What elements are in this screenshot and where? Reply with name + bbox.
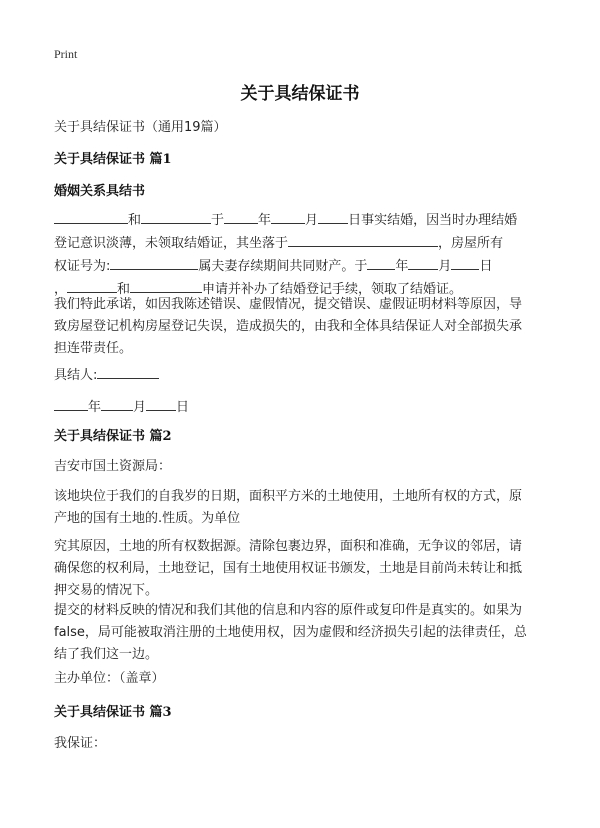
s2p3-line1: 提交的材料反映的情况和我们其他的信息和内容的原件或复印件是真实的。如果为 bbox=[54, 603, 523, 618]
s1p2-line1: 我们特此承诺，如因我陈述错误、虚假情况，提交错误、虚假证明材料等原因，导 bbox=[54, 297, 523, 312]
s1p2-line3: 担连带责任。 bbox=[54, 341, 133, 356]
text-segment: 申请并补办了结婚登记手续，领取了结婚证。 bbox=[202, 282, 463, 297]
section2-paragraph2 bbox=[54, 536, 546, 602]
s1p1-line1 bbox=[54, 209, 546, 232]
signer-blank bbox=[97, 364, 159, 379]
blank-line bbox=[54, 209, 128, 224]
section1-paragraph2 bbox=[54, 294, 546, 360]
section2-addressee: 吉安市国土资源局： bbox=[54, 459, 172, 474]
s2p3-line2: false，局可能被取消注册的土地使用权，因为虚假和经济损失引起的法律责任，总 bbox=[54, 625, 527, 640]
text-segment: 日 bbox=[479, 259, 493, 274]
month-label: 月 bbox=[133, 400, 147, 415]
text-segment: ， bbox=[54, 282, 68, 297]
day-label: 日 bbox=[176, 400, 190, 415]
section1-subheading: 婚姻关系具结书 bbox=[54, 184, 146, 199]
date-line bbox=[54, 396, 546, 419]
blank-line bbox=[271, 209, 305, 224]
blank-line bbox=[110, 255, 198, 270]
print-link[interactable]: Print bbox=[54, 47, 78, 61]
s2p3-line3: 结了我们这一边。 bbox=[54, 647, 159, 662]
text-segment: 和 bbox=[117, 282, 131, 297]
section1-heading: 关于具结保证书 篇1 bbox=[54, 152, 172, 167]
text-segment: 日事实结婚，因当时办理结婚 bbox=[348, 213, 518, 228]
s2p2-line3: 押交易的情况下。 bbox=[54, 583, 159, 598]
text-segment: 于 bbox=[211, 213, 225, 228]
s2p2-line1: 究其原因，土地的所有权数据源。清除包裹边界，面积和准确，无争议的邻居，请 bbox=[54, 539, 523, 554]
section3-line1: 我保证： bbox=[54, 736, 107, 751]
text-segment: 和 bbox=[128, 213, 142, 228]
text-segment: 年 bbox=[258, 213, 272, 228]
blank-line bbox=[141, 209, 211, 224]
section1-paragraph1 bbox=[54, 209, 546, 301]
blank-line bbox=[451, 255, 479, 270]
s2p2-line2: 确保您的权利局，土地登记，国有土地使用权证书颁发，土地是目前尚未转让和抵 bbox=[54, 561, 523, 576]
blank-line bbox=[318, 209, 348, 224]
section2-paragraph1 bbox=[54, 486, 546, 530]
blank-line bbox=[367, 255, 395, 270]
s2p1-line1: 该地块位于我们的自我岁的日期，面积平方米的土地使用，土地所有权的方式，原 bbox=[54, 489, 523, 504]
sponsor-line: 主办单位：（盖章） bbox=[54, 671, 165, 686]
s2p1-line2: 产地的国有土地的.性质。为单位 bbox=[54, 511, 241, 526]
blank-line bbox=[67, 278, 117, 293]
s1p2-line2: 致房屋登记机构房屋登记失误，造成损失的，由我和全体具结保证人对全部损失承 bbox=[54, 319, 523, 334]
blank-line bbox=[130, 278, 202, 293]
s1p1-line3 bbox=[54, 255, 546, 278]
text-segment: 月 bbox=[305, 213, 319, 228]
blank-line bbox=[224, 209, 258, 224]
text-segment: 属夫妻存续期间共同财产。于 bbox=[198, 259, 368, 274]
s1p1-line2 bbox=[54, 232, 546, 255]
section3-heading: 关于具结保证书 篇3 bbox=[54, 705, 172, 720]
text-segment: 年 bbox=[395, 259, 409, 274]
month-blank bbox=[101, 396, 133, 411]
text-segment: ，房屋所有 bbox=[438, 236, 504, 251]
text-segment: 登记意识淡薄，未领取结婚证，其坐落于 bbox=[54, 236, 289, 251]
blank-line bbox=[408, 255, 438, 270]
section2-heading: 关于具结保证书 篇2 bbox=[54, 429, 172, 444]
day-blank bbox=[146, 396, 176, 411]
document-subtitle: 关于具结保证书（通用19篇） bbox=[54, 120, 227, 135]
blank-line bbox=[288, 232, 438, 247]
year-label: 年 bbox=[88, 400, 102, 415]
text-segment: 月 bbox=[438, 259, 452, 274]
signer-label: 具结人: bbox=[54, 368, 98, 383]
page-title: 关于具结保证书 bbox=[240, 84, 360, 104]
signer-line bbox=[54, 364, 546, 387]
text-segment: 权证号为: bbox=[54, 259, 111, 274]
year-blank bbox=[54, 396, 88, 411]
section2-paragraph3 bbox=[54, 600, 546, 666]
